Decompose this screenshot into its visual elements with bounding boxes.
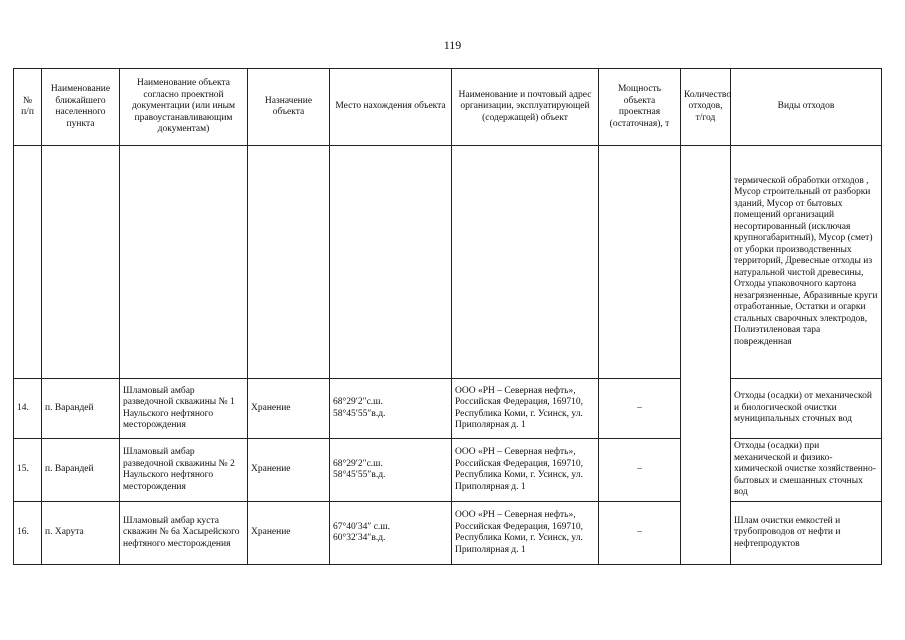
object-name-cell: Шламовый амбар разведочной скважины № 1 Наульского нефтяного месторождения: [120, 379, 248, 439]
table-row: [14, 379, 882, 439]
object-name-cell: Шламовый амбар разведочной скважины № 2 Наульского нефтяного месторождения: [120, 439, 248, 502]
table-row-continuation: [14, 146, 882, 379]
table-row: [14, 502, 882, 565]
quantity-cell: [681, 502, 731, 565]
waste-facilities-table: [13, 68, 882, 565]
capacity-cell: –: [599, 502, 681, 565]
table-row: [14, 439, 882, 502]
table-cell: [452, 146, 599, 379]
capacity-cell: –: [599, 379, 681, 439]
purpose-cell: Хранение: [248, 502, 330, 565]
table-cell: [42, 146, 120, 379]
quantity-cell: [681, 439, 731, 502]
settlement-cell: п. Варандей: [42, 379, 120, 439]
quantity-cell: [681, 379, 731, 439]
row-number-cell: 16.: [14, 502, 42, 565]
header-object-name: Наименование объекта согласно проектной документации (или иным правоустанавливающим документам): [120, 69, 248, 146]
waste-types-cell: Шлам очистки емкостей и трубопроводов от нефти и нефтепродуктов: [731, 502, 882, 565]
object-name-cell: Шламовый амбар куста скважин № 6а Хасырейского нефтяного месторождения: [120, 502, 248, 565]
table-cell: [599, 146, 681, 379]
location-cell: 68°29′2″с.ш. 58°45′55″в.д.: [330, 439, 452, 502]
header-waste-types: Виды отходов: [731, 69, 882, 146]
location-cell: 68°29′2″с.ш. 58°45′55″в.д.: [330, 379, 452, 439]
settlement-cell: п. Варандей: [42, 439, 120, 502]
table-cell: [330, 146, 452, 379]
purpose-cell: Хранение: [248, 379, 330, 439]
header-organization: Наименование и почтовый адрес организации, эксплуатирующей (содержащей) объект: [452, 69, 599, 146]
header-location: Место нахождения объекта: [330, 69, 452, 146]
header-purpose: Назначение объекта: [248, 69, 330, 146]
organization-cell: ООО «РН – Северная нефть», Российская Федерация, 169710, Республика Коми, г. Усинск, ул. Приполярная д. 1: [452, 502, 599, 565]
capacity-cell: –: [599, 439, 681, 502]
location-cell: 67°40′34″ с.ш. 60°32′34″в.д.: [330, 502, 452, 565]
waste-types-cell: Отходы (осадки) при механической и физико-химической очистке хозяйственно-бытовых и смешанных сточных вод: [731, 439, 882, 502]
header-number: № п/п: [14, 69, 42, 146]
page-number: 119: [443, 38, 462, 52]
row-number-cell: 15.: [14, 439, 42, 502]
header-quantity: Количество отходов, т/год: [681, 69, 731, 146]
table-cell: [681, 146, 731, 379]
organization-cell: ООО «РН – Северная нефть», Российская Федерация, 169710, Республика Коми, г. Усинск, ул. Приполярная д. 1: [452, 379, 599, 439]
settlement-cell: п. Харута: [42, 502, 120, 565]
header-settlement: Наименование ближайшего населенного пункта: [42, 69, 120, 146]
table-cell: [120, 146, 248, 379]
header-capacity: Мощность объекта проектная (остаточная), т: [599, 69, 681, 146]
waste-types-cell: термической обработки отходов , Мусор строительный от разборки зданий, Мусор от бытовых помещений организаций несортированный (исключая крупногабаритный), Мусор (смет) от уборки производственных территорий, Древесные отходы из натуральной чистой древесины, Отходы упаковочного картона незагрязненные, Абразивные круги отработанные, Остатки и огарки стальных сварочных электродов, Полиэтиленовая тара поврежденная: [731, 146, 882, 379]
waste-types-cell: Отходы (осадки) от механической и биологической очистки муниципальных сточных вод: [731, 379, 882, 439]
table-cell: [248, 146, 330, 379]
row-number-cell: 14.: [14, 379, 42, 439]
table-cell: [14, 146, 42, 379]
table-header-row: [14, 69, 882, 146]
purpose-cell: Хранение: [248, 439, 330, 502]
organization-cell: ООО «РН – Северная нефть», Российская Федерация, 169710, Республика Коми, г. Усинск, ул. Приполярная д. 1: [452, 439, 599, 502]
